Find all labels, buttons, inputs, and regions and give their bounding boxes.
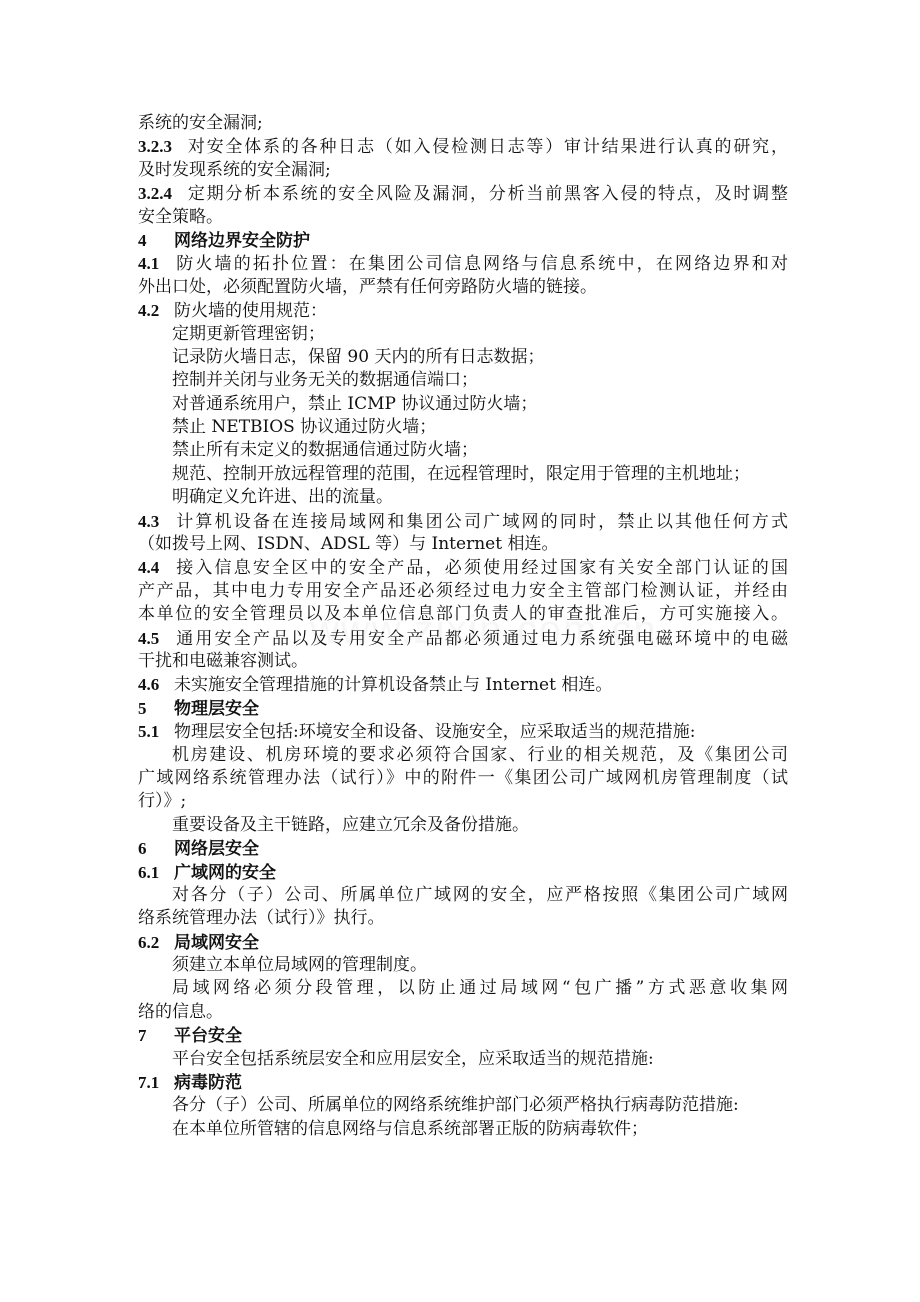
text-line <box>138 744 788 767</box>
text-line <box>138 1048 788 1071</box>
line-text: 通用安全产品以及专用安全产品都必须通过电力系统强电磁环境中的电磁 <box>174 628 788 649</box>
line-text: 本单位的安全管理员以及本单位信息部门负责人的审查批准后，方可实施接入。 <box>138 604 788 625</box>
line-text: 机房建设、机房环境的要求必须符合国家、行业的相关规范，及《集团公司 <box>172 744 788 765</box>
text-line <box>138 533 788 556</box>
section-heading <box>138 837 788 860</box>
line-text: 记录防火墙日志，保留 90 天内的所有日志数据； <box>172 346 545 367</box>
section-number: 7.1 <box>138 1073 160 1093</box>
text-line <box>138 439 788 462</box>
line-text: 控制并关闭与业务无关的数据通信端口； <box>172 370 478 391</box>
line-text: 防火墙的使用规范： <box>174 301 327 322</box>
text-line <box>138 369 788 392</box>
text-line <box>138 884 788 907</box>
text-line <box>138 276 788 299</box>
line-text: 未实施安全管理措施的计算机设备禁止与 Internet 相连。 <box>174 675 613 696</box>
section-number: 4.1 <box>138 254 160 274</box>
text-line <box>138 1094 788 1117</box>
section-number: 3.2.4 <box>138 184 172 204</box>
text-line <box>138 182 788 205</box>
text-line <box>138 346 788 369</box>
text-line <box>138 1118 788 1141</box>
text-line <box>138 463 788 486</box>
section-heading <box>138 1024 788 1047</box>
line-text: 络的信息。 <box>138 1001 223 1022</box>
section-number: 4.4 <box>138 558 160 578</box>
section-number: 6 <box>138 839 147 859</box>
line-text: 行）》; <box>138 791 187 812</box>
heading-text: 病毒防范 <box>174 1073 242 1094</box>
line-text: 禁止所有未定义的数据通信通过防火墙； <box>172 440 478 461</box>
line-text: 安全策略。 <box>138 206 223 227</box>
line-text: 重要设备及主干链路，应建立冗余及备份措施。 <box>172 814 529 835</box>
text-line <box>138 135 788 158</box>
text-line <box>138 486 788 509</box>
text-line <box>138 416 788 439</box>
heading-text: 网络层安全 <box>174 839 259 860</box>
text-line <box>138 393 788 416</box>
line-text: 对安全体系的各种日志（如入侵检测日志等）审计结果进行认真的研究， <box>186 137 788 158</box>
text-line <box>138 159 788 182</box>
section-number: 7 <box>138 1026 147 1046</box>
text-line <box>138 907 788 930</box>
line-text: 外出口处，必须配置防火墙，严禁有任何旁路防火墙的链接。 <box>138 276 597 297</box>
text-line <box>138 814 788 837</box>
heading-text: 广域网的安全 <box>174 862 276 883</box>
text-line <box>138 720 788 743</box>
line-text: 明确定义允许进、出的流量。 <box>172 487 393 508</box>
section-number: 4.5 <box>138 628 160 648</box>
text-line <box>138 112 788 135</box>
text-line <box>138 603 788 626</box>
document-body <box>138 112 788 1141</box>
text-line <box>138 206 788 229</box>
heading-text: 物理层安全 <box>174 698 259 719</box>
text-line <box>138 1001 788 1024</box>
section-number: 4 <box>138 230 147 250</box>
text-line <box>138 650 788 673</box>
section-heading <box>138 229 788 252</box>
text-line <box>138 556 788 579</box>
text-line <box>138 767 788 790</box>
text-line <box>138 580 788 603</box>
line-text: 接入信息安全区中的安全产品，必须使用经过国家有关安全部门认证的国 <box>174 558 788 579</box>
section-number: 4.2 <box>138 301 160 321</box>
heading-text: 平台安全 <box>174 1026 242 1047</box>
section-number: 6.1 <box>138 862 160 882</box>
line-text: 定期更新管理密钥； <box>172 323 325 344</box>
line-text: 干扰和电磁兼容测试。 <box>138 650 308 671</box>
section-number: 3.2.3 <box>138 137 172 157</box>
line-text: 络系统管理办法（试行）》执行。 <box>138 908 385 929</box>
text-line <box>138 977 788 1000</box>
line-text: 平台安全包括系统层安全和应用层安全，应采取适当的规范措施: <box>172 1048 654 1069</box>
line-text: 在本单位所管辖的信息网络与信息系统部署正版的防病毒软件； <box>172 1118 648 1139</box>
text-line <box>138 299 788 322</box>
line-text: 及时发现系统的安全漏洞; <box>138 159 331 180</box>
text-line <box>138 627 788 650</box>
section-number: 6.2 <box>138 932 160 952</box>
line-text: 系统的安全漏洞; <box>138 113 263 133</box>
line-text: 物理层安全包括:环境安全和设备、设施安全，应采取适当的规范措施: <box>174 722 696 743</box>
section-number: 5.1 <box>138 722 160 742</box>
section-heading <box>138 1071 788 1094</box>
text-line <box>138 252 788 275</box>
line-text: 各分（子）公司、所属单位的网络系统维护部门必须严格执行病毒防范措施: <box>172 1095 739 1116</box>
section-number: 4.3 <box>138 511 160 531</box>
line-text: 定期分析本系统的安全风险及漏洞，分析当前黑客入侵的特点，及时调整 <box>186 184 788 205</box>
line-text: 规范、控制开放远程管理的范围，在远程管理时，限定用于管理的主机地址； <box>172 463 750 484</box>
text-line <box>138 790 788 813</box>
line-text: 计算机设备在连接局域网和集团公司广域网的同时，禁止以其他任何方式 <box>174 511 788 532</box>
text-line <box>138 323 788 346</box>
line-text: 对各分（子）公司、所属单位广域网的安全，应严格按照《集团公司广域网 <box>172 884 788 905</box>
line-text: 对普通系统用户，禁止 ICMP 协议通过防火墙； <box>172 393 538 414</box>
line-text: 局域网络必须分段管理，以防止通过局域网“包广播”方式恶意收集网 <box>172 978 788 999</box>
heading-text: 局域网安全 <box>174 932 259 953</box>
heading-text: 网络边界安全防护 <box>174 230 310 251</box>
line-text: 广域网络系统管理办法（试行）》中的附件一《集团公司广域网机房管理制度（试 <box>138 767 788 788</box>
section-heading <box>138 697 788 720</box>
line-text: 产产品，其中电力专用安全产品还必须经过电力安全主管部门检测认证，并经由 <box>138 580 788 601</box>
text-line <box>138 673 788 696</box>
text-line <box>138 954 788 977</box>
section-heading <box>138 931 788 954</box>
line-text: 防火墙的拓扑位置：在集团公司信息网络与信息系统中，在网络边界和对 <box>174 254 788 275</box>
section-heading <box>138 861 788 884</box>
line-text: （如拨号上网、ISDN、ADSL 等）与 Internet 相连。 <box>138 534 559 555</box>
line-text: 须建立本单位局域网的管理制度。 <box>172 955 427 976</box>
section-number: 4.6 <box>138 675 160 695</box>
line-text: 禁止 NETBIOS 协议通过防火墙； <box>172 417 437 438</box>
section-number: 5 <box>138 698 147 718</box>
text-line <box>138 510 788 533</box>
